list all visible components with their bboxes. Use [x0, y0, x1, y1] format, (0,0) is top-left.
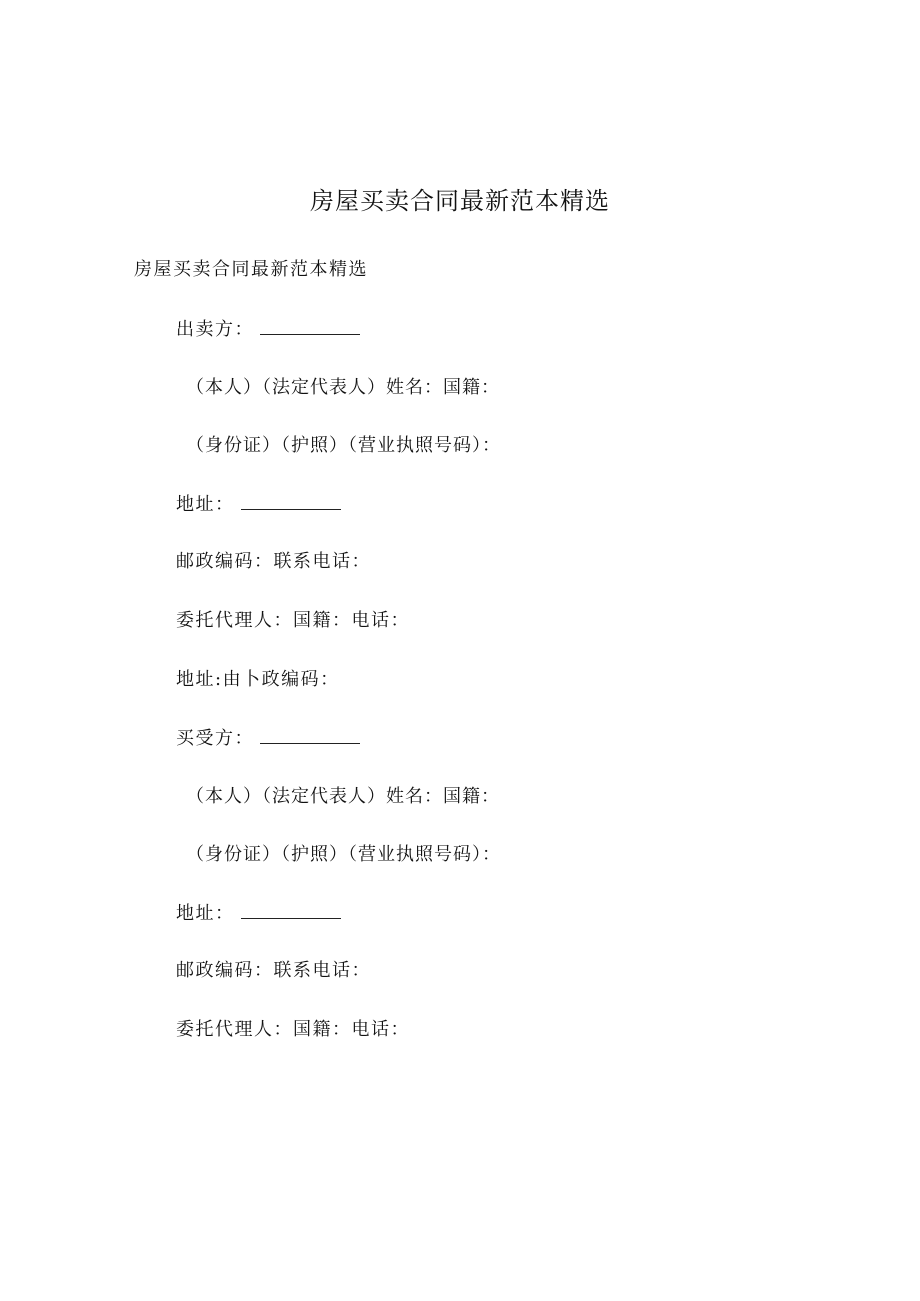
- buyer-address-label: 地址：: [176, 903, 235, 924]
- seller-postal-line: 邮政编码：联系电话：: [176, 551, 371, 572]
- document-title: 房屋买卖合同最新范本精选: [310, 187, 610, 215]
- seller-label: 出卖方：: [176, 319, 254, 340]
- document-subtitle: 房屋买卖合同最新范本精选: [134, 259, 368, 280]
- seller-id-line: （身份证）（护照）（营业执照号码）：: [186, 435, 501, 456]
- seller-field: [176, 316, 360, 343]
- seller-agent-address-line: 地址:由卜政编码：: [176, 669, 340, 690]
- buyer-postal-line: 邮政编码：联系电话：: [176, 960, 371, 981]
- seller-agent-line: 委托代理人：国籍：电话：: [176, 610, 410, 631]
- seller-blank: [260, 316, 360, 335]
- buyer-field: [176, 725, 360, 752]
- buyer-address-field: [176, 900, 341, 927]
- seller-identity-line: （本人）（法定代表人）姓名：国籍：: [186, 377, 500, 398]
- buyer-address-blank: [241, 900, 341, 919]
- seller-address-field: [176, 491, 341, 518]
- seller-address-label: 地址：: [176, 494, 235, 515]
- buyer-label: 买受方：: [176, 728, 254, 749]
- seller-address-blank: [241, 491, 341, 510]
- buyer-identity-line: （本人）（法定代表人）姓名：国籍：: [186, 786, 500, 807]
- buyer-agent-line: 委托代理人：国籍：电话：: [176, 1019, 410, 1040]
- buyer-id-line: （身份证）（护照）（营业执照号码）：: [186, 844, 501, 865]
- buyer-blank: [260, 725, 360, 744]
